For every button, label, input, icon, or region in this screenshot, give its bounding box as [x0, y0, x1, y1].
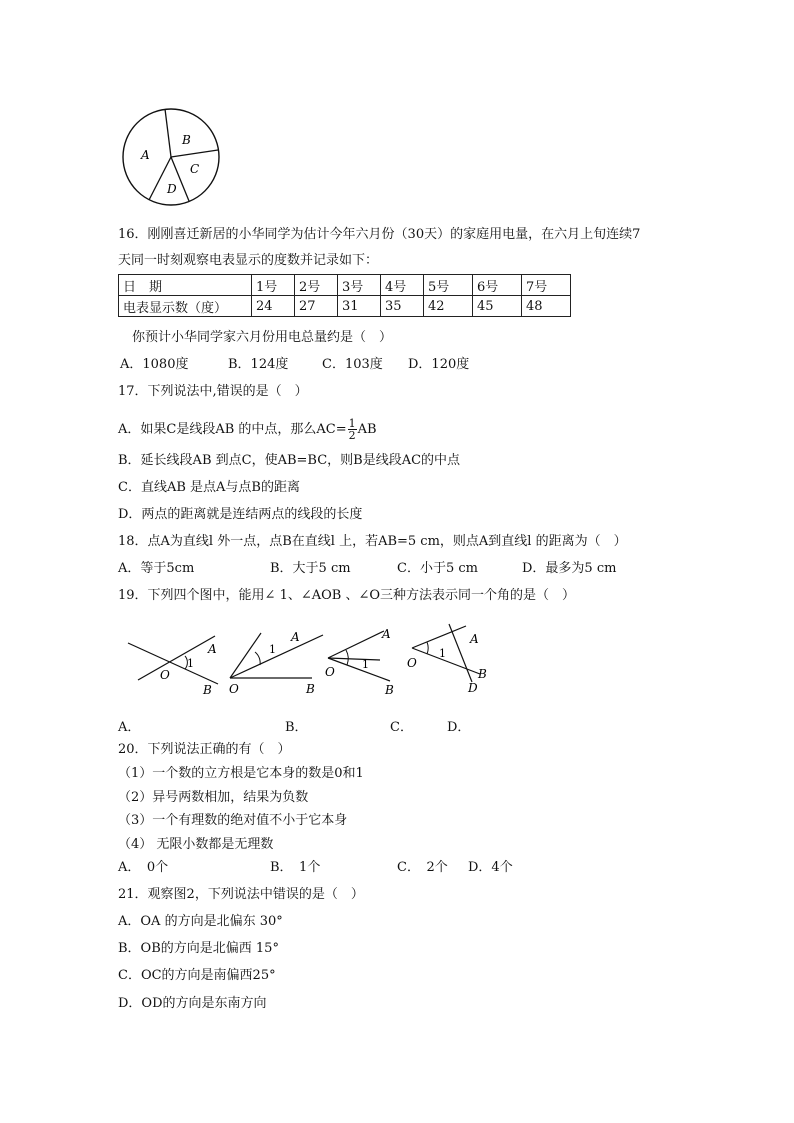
meter-table [118, 274, 571, 317]
q20-option-b: B． 1个 [270, 860, 321, 875]
table-cell: 3号 [338, 275, 381, 296]
label-1: 1 [187, 657, 194, 670]
label-a: A [291, 630, 300, 644]
figure-d [407, 624, 487, 695]
table-row [119, 275, 571, 296]
table-cell: 7号 [522, 275, 571, 296]
q16-option-c: C．103度 [322, 357, 383, 372]
q20-option-a: A． 0个 [118, 860, 169, 875]
label-a: A [208, 642, 217, 656]
q20-item-4: （4） 无限小数都是无理数 [118, 837, 274, 852]
q18-option-b: B．大于5 cm [270, 561, 351, 576]
q17-option-d: D．两点的距离就是连结两点的线段的长度 [118, 507, 363, 522]
figure-line [138, 636, 215, 680]
label-a: A [470, 632, 479, 646]
q17-option-b: B．延长线段AB 到点C，使AB=BC，则B是线段AC的中点 [118, 453, 461, 468]
q21-option-d: D．OD的方向是东南方向 [118, 996, 267, 1011]
q20-stem: 20．下列说法正确的有（ ） [118, 742, 291, 757]
figure-a [128, 636, 218, 697]
q16-option-b: B．124度 [228, 357, 289, 372]
pie-divider [171, 150, 218, 157]
label-1: 1 [269, 643, 276, 656]
q16-question: 你预计小华同学家六月份用电总量约是（ ） [132, 330, 393, 345]
q20-item-1: （1）一个数的立方根是它本身的数是0和1 [118, 766, 364, 781]
label-b: B [306, 682, 315, 696]
angle-arc [255, 652, 260, 665]
q18-stem: 18．点A为直线l 外一点，点B在直线l 上，若AB=5 cm，则点A到直线l 的距离为（ ） [118, 534, 627, 549]
table-cell: 45 [473, 296, 522, 317]
label-o: O [325, 665, 335, 679]
table-cell: 2号 [295, 275, 338, 296]
angle-arc [346, 650, 348, 665]
q20-option-c: C． 2个 [397, 860, 448, 875]
table-cell: 42 [424, 296, 473, 317]
figure-c [325, 627, 394, 697]
q20-option-d: D．4个 [468, 860, 513, 875]
q16-line2: 天同一时刻观察电表显示的度数并记录如下： [118, 253, 379, 268]
q19-option-a: A． [118, 720, 141, 735]
figure-b [229, 630, 323, 696]
q16-option-d: D．120度 [408, 357, 470, 372]
q20-item-2: （2）异号两数相加，结果为负数 [118, 790, 309, 805]
pie-divider [165, 109, 171, 157]
label-1: 1 [439, 647, 446, 660]
figure-line [328, 631, 384, 658]
label-a: A [382, 627, 391, 641]
table-cell: 1号 [252, 275, 295, 296]
label-o: O [160, 668, 170, 682]
table-cell: 48 [522, 296, 571, 317]
pie-label-a: A [141, 148, 150, 162]
figure-line [449, 624, 472, 682]
q16-line1: 16．刚刚喜迁新居的小华同学为估计今年六月份（30天）的家庭用电量，在六月上旬连续7 [118, 227, 641, 242]
table-cell: 5号 [424, 275, 473, 296]
table-row [119, 296, 571, 317]
pie-label-b: B [182, 133, 191, 147]
pie-figure [118, 106, 228, 206]
q21-option-b: B．OB的方向是北偏西 15° [118, 941, 279, 956]
table-cell: 35 [381, 296, 424, 317]
q18-option-c: C．小于5 cm [397, 561, 478, 576]
label-b: B [478, 667, 487, 681]
q19-option-c: C． [390, 720, 413, 735]
label-1: 1 [362, 658, 369, 671]
q19-option-d: D． [447, 720, 471, 735]
q21-option-a: A．OA 的方向是北偏东 30° [118, 914, 283, 929]
angle-figures [118, 618, 508, 700]
q17-option-a-suffix: AB [357, 422, 377, 437]
q16-option-a: A．1080度 [120, 357, 189, 372]
table-cell: 24 [252, 296, 295, 317]
q19-stem: 19．下列四个图中，能用∠ 1、∠AOB 、∠O三种方法表示同一个角的是（ ） [118, 588, 576, 603]
table-cell: 27 [295, 296, 338, 317]
q17-option-a-text: A．如果C是线段AB 的中点，那么AC= [118, 422, 347, 437]
figure-line [412, 626, 466, 648]
figure-line [328, 658, 390, 681]
q18-option-d: D．最多为5 cm [522, 561, 617, 576]
table-cell: 31 [338, 296, 381, 317]
label-o: O [407, 656, 417, 670]
q19-option-b: B． [285, 720, 308, 735]
label-b: B [203, 683, 212, 697]
angle-arc [427, 642, 428, 654]
table-cell: 电表显示数（度） [119, 296, 252, 317]
q17-option-c: C．直线AB 是点A与点B的距离 [118, 480, 300, 495]
label-o: O [229, 682, 239, 696]
q17-stem: 17．下列说法中,错误的是（ ） [118, 384, 308, 399]
table-cell: 日 期 [119, 275, 252, 296]
figure-line [230, 635, 323, 678]
q21-option-c: C．OC的方向是南偏西25° [118, 968, 276, 983]
figure-line [328, 658, 380, 660]
label-d: D [468, 681, 478, 695]
table-cell: 6号 [473, 275, 522, 296]
q21-stem: 21．观察图2，下列说法中错误的是（ ） [118, 887, 364, 902]
fraction-denominator: 2 [348, 429, 356, 442]
pie-label-d: D [167, 182, 177, 196]
fraction-numerator: 1 [348, 417, 356, 430]
figure-line [412, 648, 480, 674]
pie-label-c: C [190, 162, 200, 176]
label-b: B [385, 683, 394, 697]
table-cell: 4号 [381, 275, 424, 296]
fraction-half [348, 418, 357, 441]
q20-item-3: （3）一个有理数的绝对值不小于它本身 [118, 813, 348, 828]
q17-option-a [118, 418, 377, 441]
q18-option-a: A．等于5cm [118, 561, 195, 576]
